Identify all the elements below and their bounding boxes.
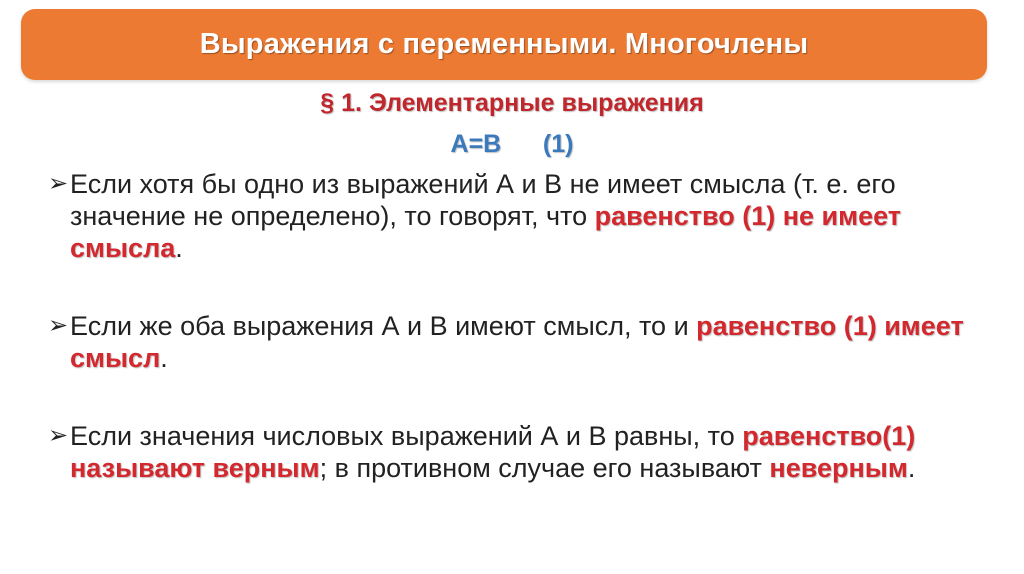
arrow-bullet-icon: ➢ xyxy=(48,422,69,449)
bullet-text: Если значения числовых выражений А и В равны, то xyxy=(70,421,743,451)
bullet-text: . xyxy=(907,453,916,483)
bullet-text: ; в противном случае его называют xyxy=(319,453,770,483)
highlight-text: равенство (1) имеет смысл xyxy=(70,311,964,373)
bullet-text: . xyxy=(160,343,168,373)
bullet-list xyxy=(48,168,988,484)
bullet-item xyxy=(48,310,988,374)
highlight-text: равенство (1) не имеет смысла xyxy=(70,201,902,263)
highlight-text: равенство(1) называют верным xyxy=(70,421,916,483)
bullet-text: . xyxy=(175,233,183,263)
title-bar xyxy=(21,9,987,80)
formula: A=B (1) xyxy=(450,130,574,158)
slide-title: Выражения с переменными. Многочлены xyxy=(199,28,809,60)
arrow-bullet-icon: ➢ xyxy=(48,170,69,197)
arrow-bullet-icon: ➢ xyxy=(48,312,69,339)
section-heading: § 1. Элементарные выражения xyxy=(320,89,704,117)
bullet-item xyxy=(48,420,988,484)
bullet-text: Если хотя бы одно из выражений А и В не имеет смысла (т. е. его значение не определено), то говорят, что xyxy=(70,169,896,231)
bullet-item xyxy=(48,168,988,264)
highlight-text: неверным xyxy=(769,453,908,483)
bullet-text: Если же оба выражения А и В имеют смысл, то и xyxy=(70,311,697,341)
